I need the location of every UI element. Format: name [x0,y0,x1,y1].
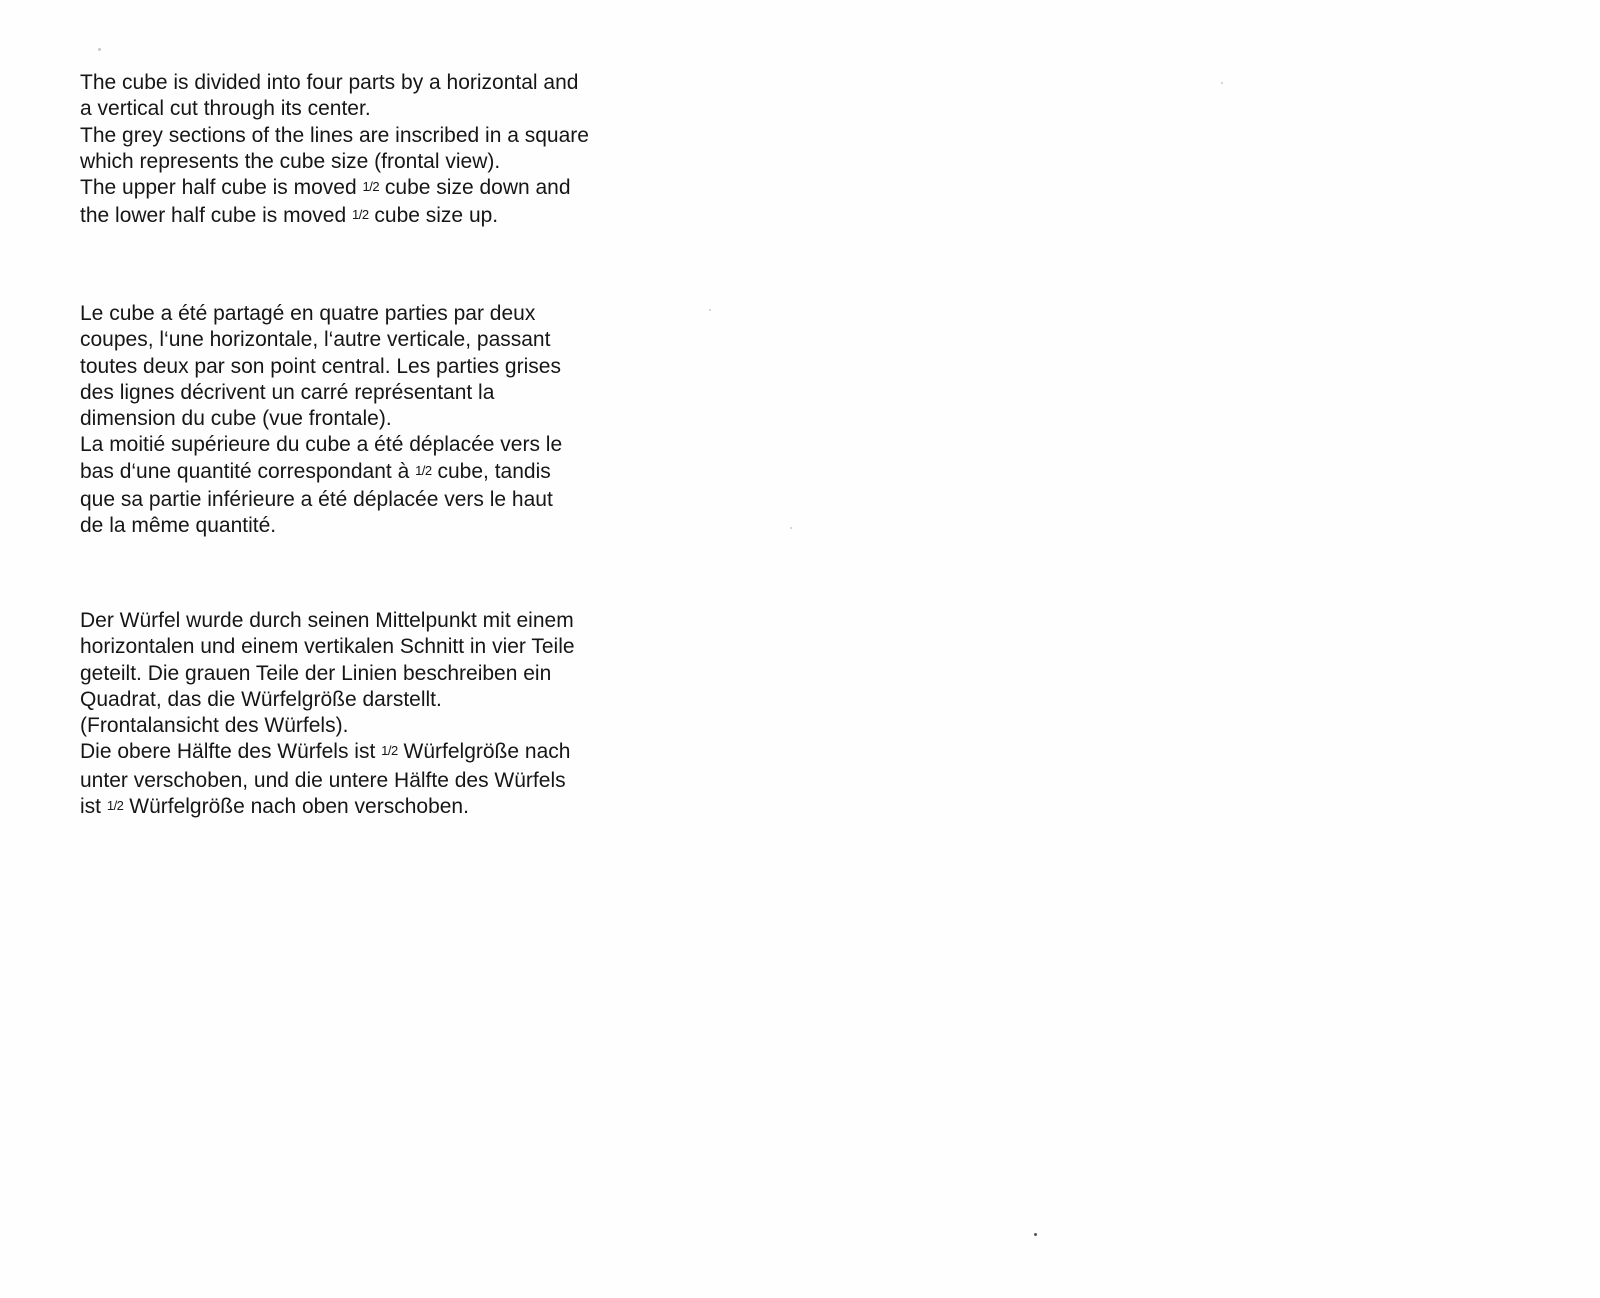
text-line: unter verschoben, und die untere Hälfte des Würfels [80,768,566,792]
scan-speck [709,309,711,311]
text-line [80,794,680,822]
text-line: de la même quantité. [80,514,277,538]
text-segment: cube size down and [379,176,571,200]
text-segment: bas d‘une quantité correspondant à [80,459,416,483]
text-segment: the lower half cube is moved [80,204,352,228]
text-segment: ist [80,795,107,819]
text-line: coupes, l‘une horizontale, l‘autre verticale, passant [80,328,551,352]
text-line: La moitié supérieure du cube a été déplacée vers le [80,433,563,457]
text-line: que sa partie inférieure a été déplacée vers le haut [80,488,553,512]
text-line: (Frontalansicht des Würfels). [80,714,349,738]
text-segment: cube size up. [368,204,499,228]
scan-speck [790,527,792,529]
text-line: dimension du cube (vue frontale). [80,407,392,431]
text-segment: Die obere Hälfte des Würfels ist [80,740,382,764]
french-paragraph [80,301,680,540]
text-line [80,459,680,487]
fraction: 1/2 [351,207,369,223]
text-line: which represents the cube size (frontal view). [80,149,501,173]
fraction: 1/2 [381,743,398,759]
text-line [80,739,680,767]
text-line: The grey sections of the lines are inscribed in a square [80,123,589,147]
text-line: toutes deux par son point central. Les parties grises [80,354,561,378]
text-segment: The upper half cube is moved [80,176,363,200]
text-line: horizontalen und einem vertikalen Schnitt in vier Teile [80,635,575,659]
text-line: des lignes décrivent un carré représentant la [80,380,495,404]
text-line: Quadrat, das die Würfelgröße darstellt. [80,687,442,711]
text-line: a vertical cut through its center. [80,97,371,121]
text-line: geteilt. Die grauen Teile der Linien beschreiben ein [80,661,552,685]
text-segment: Würfelgröße nach [397,740,571,764]
text-segment: cube, tandis [431,459,551,483]
text-line [80,203,680,231]
fraction: 1/2 [415,462,432,478]
fraction: 1/2 [362,179,380,195]
english-paragraph [80,70,680,232]
text-line: Le cube a été partagé en quatre parties par deux [80,302,536,325]
german-paragraph [80,608,680,822]
fraction: 1/2 [106,798,124,814]
text-line [80,175,680,203]
text-line: Der Würfel wurde durch seinen Mittelpunkt mit einem [80,609,574,632]
text-segment: Würfelgröße nach oben verschoben. [123,795,469,819]
scan-speck [1221,82,1223,84]
text-line: The cube is divided into four parts by a horizontal and [80,71,579,94]
scan-speck [1034,1233,1037,1236]
scan-speck [98,48,101,51]
